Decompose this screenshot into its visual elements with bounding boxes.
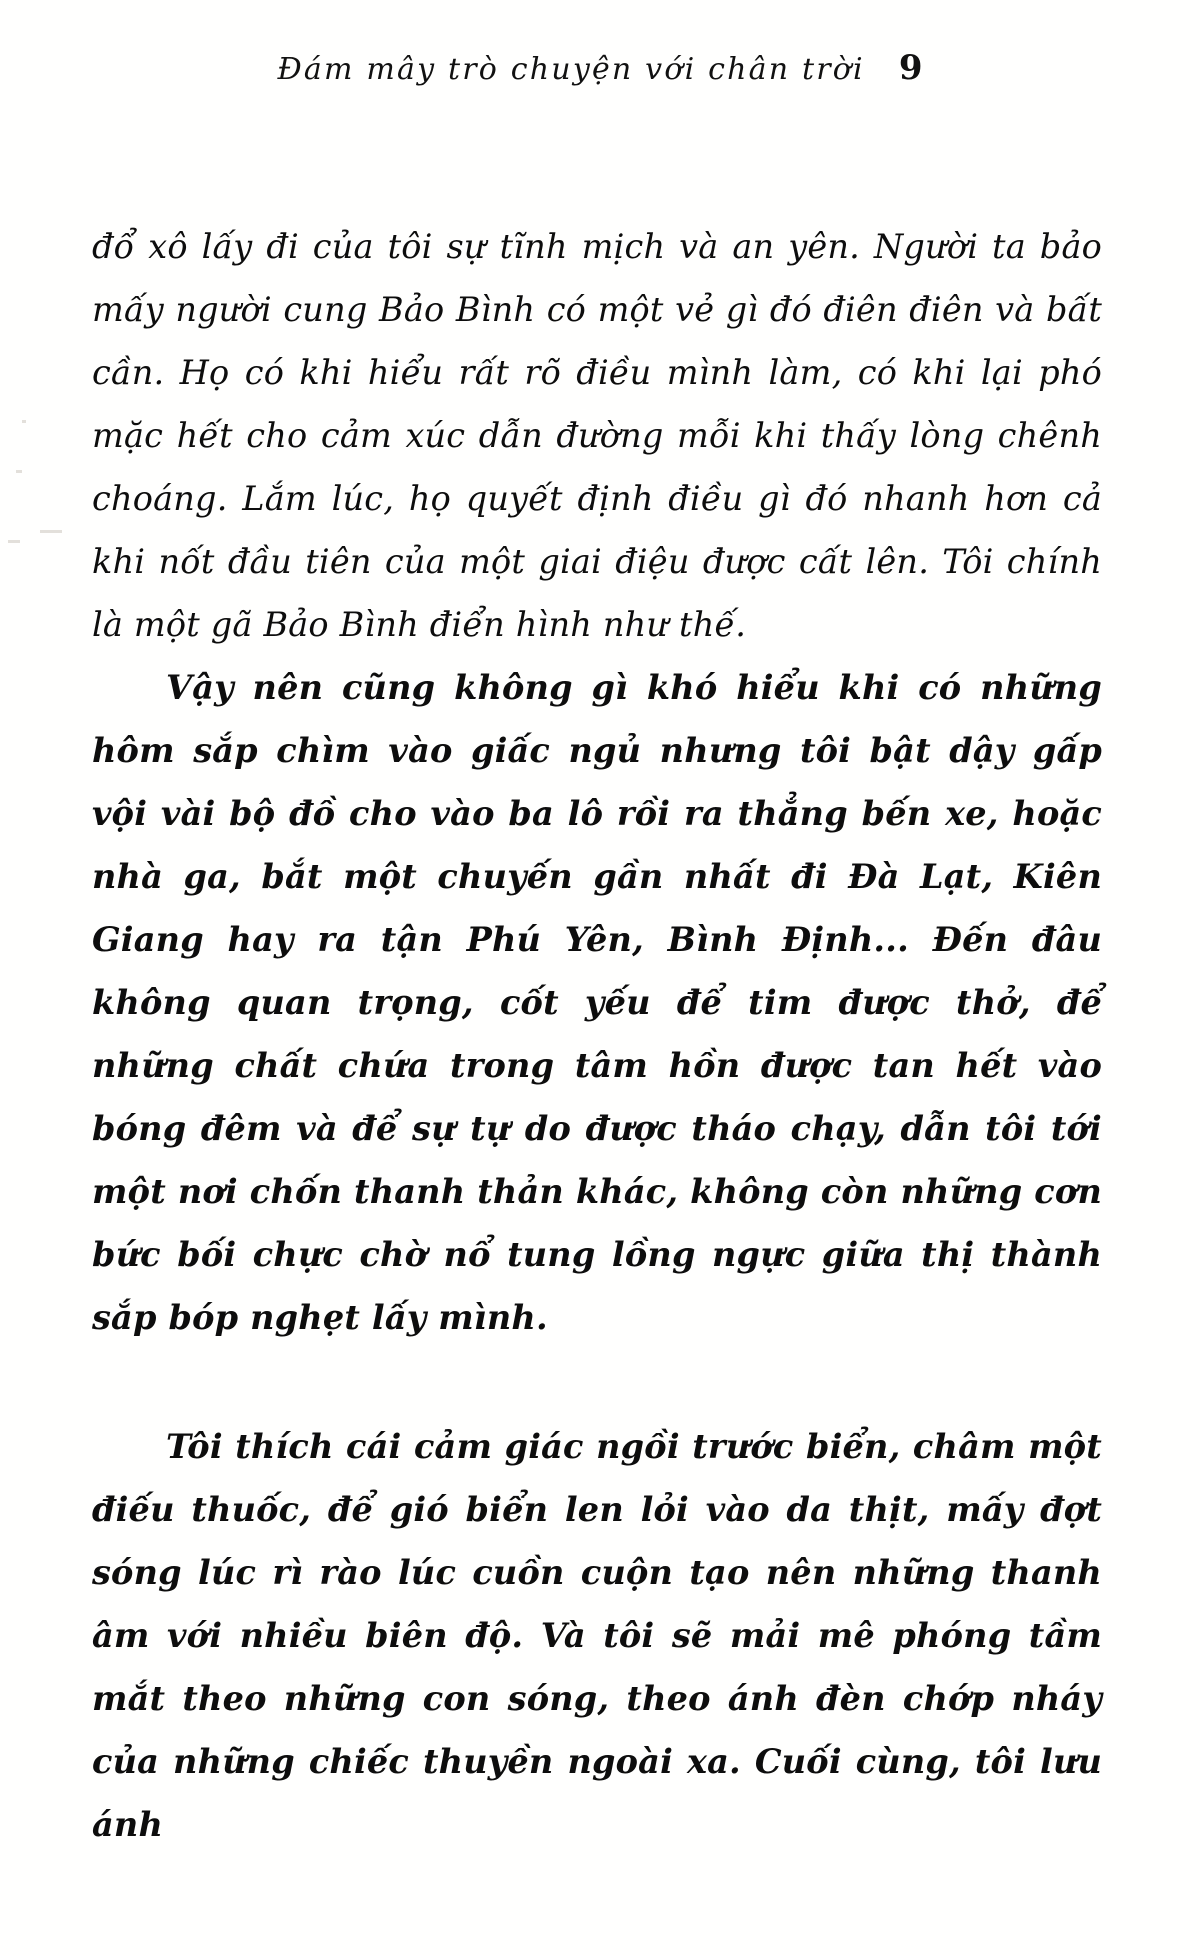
page-number: 9 (898, 48, 923, 88)
running-head-title: Đám mây trò chuyện với chân trời (277, 52, 865, 87)
scan-artifact (40, 530, 62, 533)
paragraph: Tôi thích cái cảm giác ngồi trước biển, châm một điếu thuốc, để gió biển len lỏi vào da thịt, mấy đợt sóng lúc rì rào lúc cuồn cuộn tạo nên những thanh âm với nhiều biên độ. Và tôi sẽ mải mê phóng tầm mắt theo những con sóng, theo ánh đèn chớp nháy của những chiếc thuyền ngoài xa. Cuối cùng, tôi lưu ánh (92, 1427, 1102, 1844)
scan-artifact (22, 420, 26, 423)
running-head (0, 48, 1200, 88)
paragraph: Vậy nên cũng không gì khó hiểu khi có những hôm sắp chìm vào giấc ngủ nhưng tôi bật dậy gấp vội vài bộ đồ cho vào ba lô rồi ra thẳng bến xe, hoặc nhà ga, bắt một chuyến gần nhất đi Đà Lạt, Kiên Giang hay ra tận Phú Yên, Bình Định... Đến đâu không quan trọng, cốt yếu để tim được thở, để những chất chứa trong tâm hồn được tan hết vào bóng đêm và để sự tự do được tháo chạy, dẫn tôi tới một nơi chốn thanh thản khác, không còn những cơn bức bối chực chờ nổ tung lồng ngực giữa thị thành sắp bóp nghẹt lấy mình. (92, 668, 1102, 1337)
paragraph: đổ xô lấy đi của tôi sự tĩnh mịch và an yên. Người ta bảo mấy người cung Bảo Bình có một vẻ gì đó điên điên và bất cần. Họ có khi hiểu rất rõ điều mình làm, có khi lại phó mặc hết cho cảm xúc dẫn đường mỗi khi thấy lòng chênh choáng. Lắm lúc, họ quyết định điều gì đó nhanh hơn cả khi nốt đầu tiên của một giai điệu được cất lên. Tôi chính là một gã Bảo Bình điển hình như thế. (92, 227, 1102, 644)
body-text (92, 215, 1102, 1856)
scan-artifact (16, 470, 22, 473)
scan-artifact (8, 540, 20, 543)
